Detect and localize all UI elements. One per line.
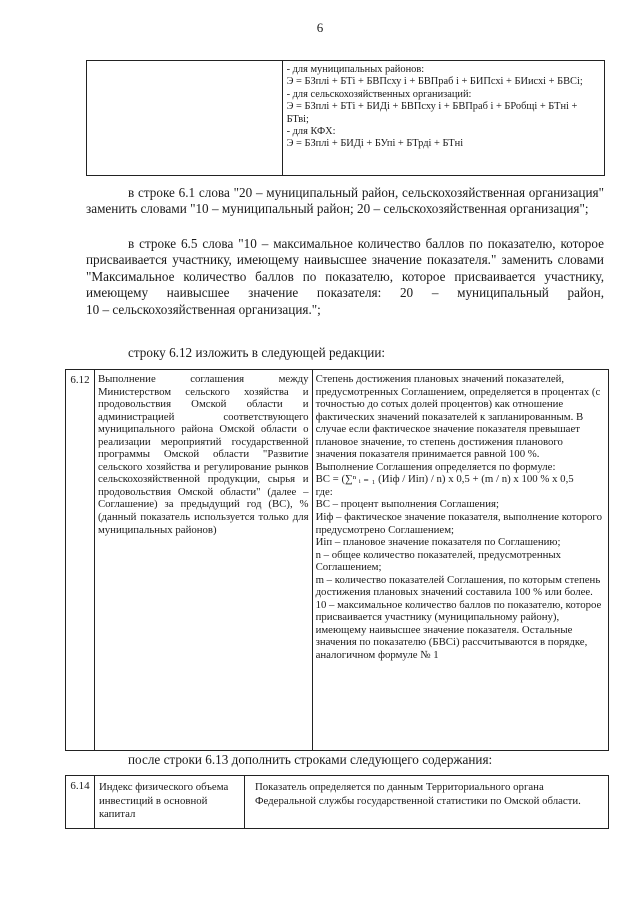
- method-text: 10 – максимальное количество баллов по показателю, которое присваивается участнику (муниципальному району), имеющему наивысшее значение показателя. Остальные значения по показателю (БВСi) рассчитываются в порядке, аналогичном формуле № 1: [315, 598, 602, 662]
- method-text: ВС – процент выполнения Соглашения;: [315, 498, 499, 511]
- table1-formula-cell: [282, 61, 604, 176]
- paragraph-row-6-12-intro: строку 6.12 изложить в следующей редакции:: [128, 345, 386, 360]
- paragraph-amend-6-1: в строке 6.1 слова "20 – муниципальный район, сельскохозяйственная организация" заменить словами "10 – муниципальный район; 20 – сельскохозяйственная организация";: [86, 185, 604, 217]
- paragraph-add-rows-intro: после строки 6.13 дополнить строками следующего содержания:: [128, 752, 493, 767]
- formula: ВС = (∑ⁿ ᵢ ₌ ₁ (Иiф / Иiп) / n) х 0,5 + (m / n) х 100 % х 0,5: [315, 473, 574, 486]
- formula-line: - для КФХ:: [286, 126, 336, 138]
- method-text: Иiф – фактическое значение показателя, выполнение которого предусмотрено Соглашением;: [315, 511, 602, 536]
- method-text: Степень достижения плановых значений показателей, предусмотренных Соглашением, определяется в процентах (с точностью до сотых долей процентов) как отношение фактических значений показателей к запланированным. В случае если фактическое значение показателя превышает плановое значение, то степень достижения планового значения показателя принимается равной 100 %.: [315, 373, 601, 461]
- paragraph-amend-6-5: [86, 236, 604, 318]
- indicator-name: Индекс физического объема инвестиций в основной капитал: [94, 776, 244, 829]
- table-continuation: [86, 60, 605, 176]
- indicator-name: Выполнение соглашения между Министерством сельского хозяйства и продовольствия Омской области и администрацией соответствующего муниципального района Омской области о реализации мероприятий государственной программы Омской области "Развитие сельского хозяйства и регулирование рынков сельскохозяйственной продукции, сырья и продовольствия Омской области" (далее – Соглашение) за предыдущий год (ВС), % (данный показатель используется только для муниципальных районов): [94, 370, 312, 751]
- row-number: 6.14: [66, 776, 95, 829]
- method-text: Иiп – плановое значение показателя по Соглашению;: [315, 536, 561, 549]
- table1-empty-cell: [87, 61, 283, 176]
- table-row-6-14: [65, 775, 609, 829]
- formula-line: - для сельскохозяйственных организаций:: [286, 88, 472, 100]
- method-text: где:: [315, 485, 333, 498]
- paragraph-amend-6-5-end: 10 – сельскохозяйственная организация.";: [86, 301, 321, 317]
- method-text: Выполнение Соглашения определяется по формуле:: [315, 460, 556, 473]
- page-number: 6: [316, 20, 324, 35]
- indicator-method: [312, 370, 608, 751]
- row-number: 6.12: [66, 370, 95, 751]
- indicator-method: Показатель определяется по данным Территориального органа Федеральной службы государственной статистики по Омской области.: [244, 776, 608, 829]
- formula-line: - для муниципальных районов:: [286, 64, 425, 75]
- method-text: n – общее количество показателей, предусмотренных Соглашением;: [315, 548, 562, 574]
- paragraph-amend-6-5-main: в строке 6.5 слова "10 – максимальное количество баллов по показателю, которое присваивается участнику, имеющему наивысшее значение показателя." заменить словами "Максимальное количество баллов по показателю, которое присваивается участнику, имеющему наивысшее значение показателя: 20 – муниципальный район,: [86, 236, 604, 301]
- formula-line: Э = БЗплi + БТi + БВПсху i + БВПраб i + БИПсхi + БИисхi + БВСi;: [286, 76, 583, 88]
- table-row-6-12: [65, 369, 609, 751]
- formula-line: Э = БЗплi + БИДi + БУпi + БТрдi + БТнi: [286, 138, 464, 150]
- formula-line: Э = БЗплi + БТi + БИДi + БВПсху i + БВПраб i + БРобщi + БТнi + БТвi;: [286, 101, 578, 125]
- method-text: m – количество показателей Соглашения, по которым степень достижения плановых значений составила 100 % или более.: [315, 573, 601, 599]
